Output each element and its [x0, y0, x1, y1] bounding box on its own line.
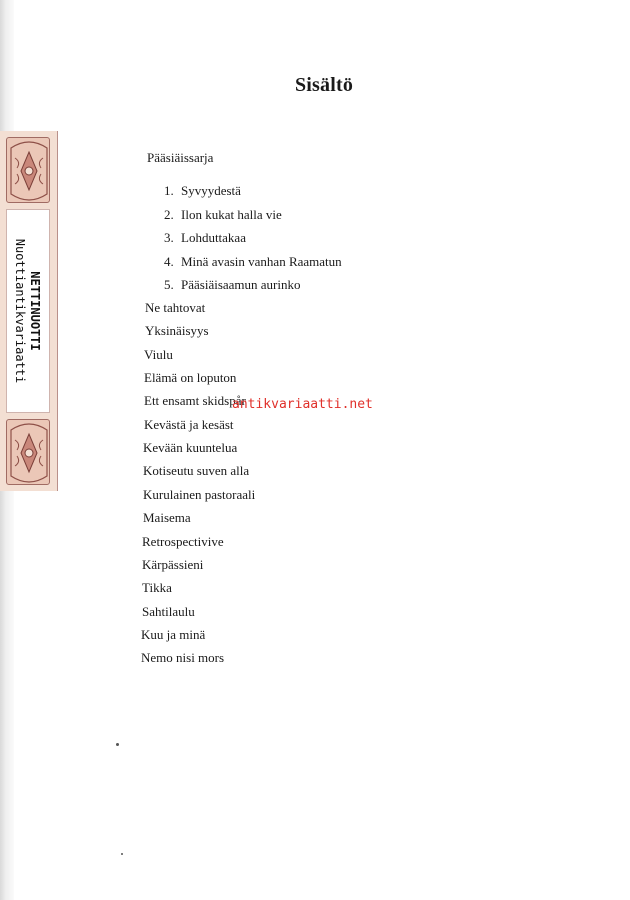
toc-item: Kurulainen pastoraali	[143, 486, 256, 502]
toc-item: Kärpässieni	[142, 556, 204, 572]
ink-speck	[121, 853, 123, 855]
bookmark-label-area	[6, 209, 50, 413]
item-number: 5.	[164, 277, 174, 292]
toc-sub-item	[164, 277, 301, 293]
page-title: Sisältö	[294, 74, 354, 96]
item-label: Syvyydestä	[181, 183, 241, 198]
toc-sub-item	[164, 230, 246, 246]
item-number: 3.	[164, 230, 174, 245]
toc-item: Ne tahtovat	[145, 300, 206, 315]
toc-item: Elämä on loputon	[144, 370, 237, 386]
bookmark-title: NETTINUOTTI	[28, 271, 42, 351]
bookmark	[0, 131, 58, 491]
toc-sub-item	[164, 254, 342, 270]
toc-item: Nemo nisi mors	[141, 650, 225, 666]
toc-item: Sahtilaulu	[142, 603, 195, 619]
toc-item: Retrospectivive	[142, 533, 224, 549]
bookmark-subtitle: Nuottiantikvariaatti	[13, 238, 27, 384]
toc-item: Yksinäisyys	[145, 323, 209, 339]
toc-item: Kevästä ja kesäst	[144, 416, 234, 432]
toc-sub-item	[164, 207, 282, 223]
toc-item: Tikka	[142, 580, 172, 596]
watermark: antikvariaatti.net	[232, 397, 373, 412]
item-number: 4.	[164, 253, 174, 269]
toc-sub-item	[164, 183, 241, 199]
item-label: Ilon kukat halla vie	[181, 206, 282, 222]
section-heading: Pääsiäissarja	[147, 150, 214, 165]
toc-item: Kuu ja minä	[141, 626, 206, 642]
ink-speck	[116, 743, 119, 746]
toc-item: Kevään kuuntelua	[143, 440, 238, 456]
item-label: Pääsiäisaamun aurinko	[181, 277, 301, 292]
ornament-icon	[6, 137, 50, 203]
toc-item: Kotiseutu suven alla	[143, 463, 250, 479]
item-number: 1.	[164, 183, 174, 198]
ornament-icon	[6, 419, 50, 485]
item-label: Lohduttakaa	[181, 230, 246, 245]
toc-item: Maisema	[143, 510, 191, 526]
item-label: Minä avasin vanhan Raamatun	[181, 253, 342, 269]
toc-item: Ett ensamt skidspår	[144, 393, 246, 409]
item-number: 2.	[164, 206, 174, 222]
toc-item: Viulu	[144, 346, 173, 362]
